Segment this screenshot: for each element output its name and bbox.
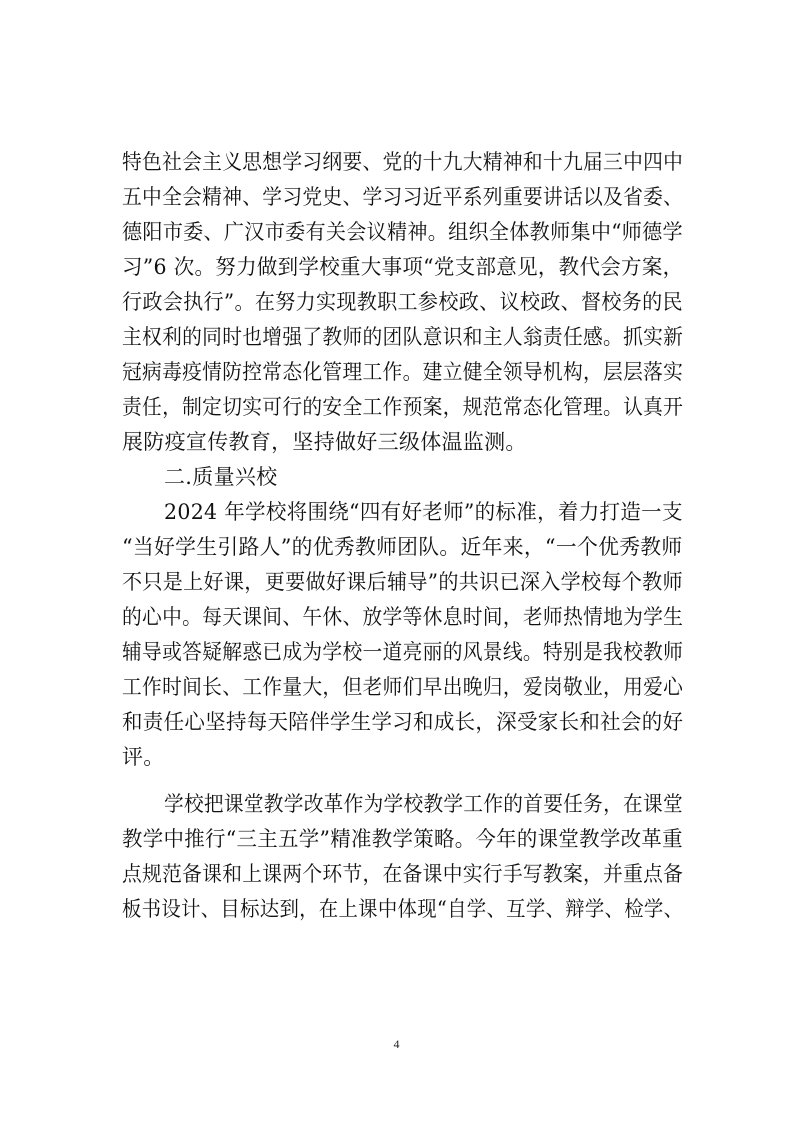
text-line: 冠病毒疫情防控常态化管理工作。建立健全领导机构，层层落实 [122,360,684,384]
text-line: 教学中推行“三主五学”精准教学策略。今年的课堂教学改革重 [122,827,683,851]
text-line: 板书设计、目标达到，在上课中体现“自学、互学、辩学、检学、 [122,897,684,921]
text-line: 主权利的同时也增强了教师的团队意识和主人翁责任感。抓实新 [122,325,684,349]
text-line: 德阳市委、广汉市委有关会议精神。组织全体教师集中“师德学 [122,220,683,244]
text-line: 点规范备课和上课两个环节，在备课中实行手写教案，并重点备 [122,862,684,886]
text-line: 学校把课堂教学改革作为学校教学工作的首要任务，在课堂 [164,792,683,816]
text-line: 五中全会精神、学习党史、学习习近平系列重要讲话以及省委、 [122,185,684,209]
text-line: 评。 [122,745,165,769]
text-line: 2024 年学校将围绕“四有好老师”的标准，着力打造一支 [164,500,683,524]
text-line: 和责任心坚持每天陪伴学生学习和成长，深受家长和社会的好 [122,710,684,734]
text-line: 责任，制定切实可行的安全工作预案，规范常态化管理。认真开 [122,395,684,419]
text-line: 工作时间长、工作量大，但老师们早出晚归，爱岗敬业，用爱心 [122,675,684,699]
text-line: 行政会执行”。在努力实现教职工参校政、议校政、督校务的民 [122,290,683,314]
text-line: 展防疫宣传教育，坚持做好三级体温监测。 [122,430,527,454]
text-line: 辅导或答疑解惑已成为学校一道亮丽的风景线。特别是我校教师 [122,640,684,664]
text-line: 习”6 次。努力做到学校重大事项“党支部意见，教代会方案， [122,255,684,279]
text-line: 特色社会主义思想学习纲要、党的十九大精神和十九届三中四中 [122,150,684,174]
text-line: 不只是上好课，更要做好课后辅导”的共识已深入学校每个教师 [122,570,683,594]
page-number: 4 [393,1037,400,1051]
text-line: “当好学生引路人”的优秀教师团队。近年来，“一个优秀教师 [122,535,683,559]
text-line: 的心中。每天课间、午休、放学等休息时间，老师热情地为学生 [122,605,684,629]
section-heading: 二.质量兴校 [164,465,278,489]
